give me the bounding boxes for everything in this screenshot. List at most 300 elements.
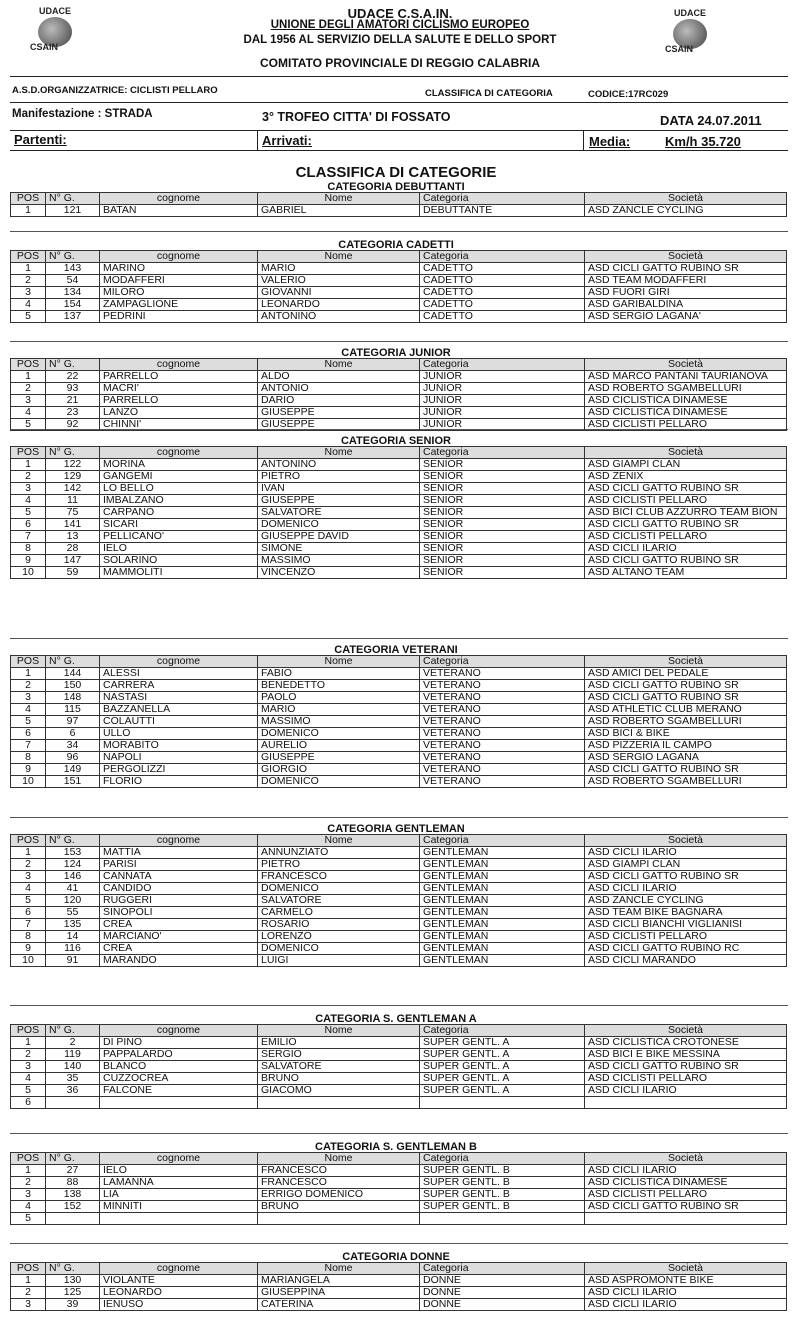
position-cell: 7 — [11, 919, 46, 931]
table-header-row — [11, 656, 787, 668]
surname-cell: PERGOLIZZI — [100, 764, 258, 776]
position-cell: 3 — [11, 287, 46, 299]
logo-text: UDACE — [673, 8, 706, 18]
position-cell: 4 — [11, 495, 46, 507]
column-header: N° G. — [46, 359, 100, 371]
column-header: Categoria — [420, 1153, 585, 1165]
team-cell: ASD CICLISTI PELLARO — [585, 419, 787, 431]
org-motto: DAL 1956 AL SERVIZIO DELLA SALUTE E DELLO SPORT — [243, 34, 557, 46]
position-cell: 6 — [11, 907, 46, 919]
table-header-row — [11, 1153, 787, 1165]
bib-number-cell: 152 — [46, 1201, 100, 1213]
category-cell: DEBUTTANTE — [420, 205, 585, 217]
column-header: Società — [585, 656, 787, 668]
column-header: POS — [11, 835, 46, 847]
position-cell: 10 — [11, 776, 46, 788]
table-row — [11, 1213, 787, 1225]
category-cell: GENTLEMAN — [420, 847, 585, 859]
bib-number-cell: 93 — [46, 383, 100, 395]
category-cell: DONNE — [420, 1275, 585, 1287]
bib-number-cell: 23 — [46, 407, 100, 419]
position-cell: 4 — [11, 1073, 46, 1085]
section-title: CATEGORIA DEBUTTANTI — [327, 181, 465, 193]
category-cell: GENTLEMAN — [420, 883, 585, 895]
firstname-cell: CATERINA — [258, 1299, 420, 1311]
firstname-cell — [258, 1213, 420, 1225]
firstname-cell: ROSARIO — [258, 919, 420, 931]
surname-cell: PAPPALARDO — [100, 1049, 258, 1061]
position-cell: 3 — [11, 692, 46, 704]
category-cell: SUPER GENTL. A — [420, 1049, 585, 1061]
table-row — [11, 1073, 787, 1085]
bib-number-cell: 75 — [46, 507, 100, 519]
column-header: N° G. — [46, 835, 100, 847]
table-header-row — [11, 1025, 787, 1037]
position-cell: 5 — [11, 311, 46, 323]
org-name: UDACE C.S.A.IN. — [347, 6, 453, 21]
category-cell: SENIOR — [420, 495, 585, 507]
position-cell: 2 — [11, 383, 46, 395]
category-cell: JUNIOR — [420, 395, 585, 407]
bib-number-cell: 150 — [46, 680, 100, 692]
surname-cell: BAZZANELLA — [100, 704, 258, 716]
table-row — [11, 567, 787, 579]
table-row — [11, 764, 787, 776]
firstname-cell: LUIGI — [258, 955, 420, 967]
position-cell: 5 — [11, 895, 46, 907]
bib-number-cell: 92 — [46, 419, 100, 431]
team-cell: ASD CICLI ILARIO — [585, 1287, 787, 1299]
surname-cell: MODAFFERI — [100, 275, 258, 287]
firstname-cell: DARIO — [258, 395, 420, 407]
bib-number-cell: 88 — [46, 1177, 100, 1189]
position-cell: 1 — [11, 1165, 46, 1177]
bib-number-cell: 120 — [46, 895, 100, 907]
firstname-cell: DOMENICO — [258, 728, 420, 740]
position-cell: 5 — [11, 419, 46, 431]
firstname-cell: GIUSEPPINA — [258, 1287, 420, 1299]
firstname-cell: ANTONINO — [258, 459, 420, 471]
bib-number-cell: 27 — [46, 1165, 100, 1177]
category-cell: JUNIOR — [420, 407, 585, 419]
surname-cell: ZAMPAGLIONE — [100, 299, 258, 311]
position-cell: 8 — [11, 752, 46, 764]
bib-number-cell: 148 — [46, 692, 100, 704]
table-row — [11, 955, 787, 967]
table-row — [11, 1287, 787, 1299]
column-header: Società — [585, 193, 787, 205]
table-header-row — [11, 1263, 787, 1275]
column-header: Categoria — [420, 447, 585, 459]
table-row — [11, 752, 787, 764]
team-cell: ASD CICLI BIANCHI VIGLIANISI — [585, 919, 787, 931]
column-header: cognome — [100, 251, 258, 263]
position-cell: 5 — [11, 1213, 46, 1225]
category-cell: SENIOR — [420, 555, 585, 567]
surname-cell: IENUSO — [100, 1299, 258, 1311]
position-cell: 10 — [11, 567, 46, 579]
firstname-cell: GIUSEPPE — [258, 419, 420, 431]
table-row — [11, 1299, 787, 1311]
position-cell: 7 — [11, 531, 46, 543]
firstname-cell: FRANCESCO — [258, 1165, 420, 1177]
category-cell: DONNE — [420, 1299, 585, 1311]
team-cell: ASD CICLISTI PELLARO — [585, 1189, 787, 1201]
team-cell: ASD ATHLETIC CLUB MERANO — [585, 704, 787, 716]
surname-cell: COLAUTTI — [100, 716, 258, 728]
surname-cell: GANGEMI — [100, 471, 258, 483]
team-cell: ASD ZENIX — [585, 471, 787, 483]
category-cell: GENTLEMAN — [420, 919, 585, 931]
team-cell: ASD CICLI GATTO RUBINO RC — [585, 943, 787, 955]
table-row — [11, 459, 787, 471]
firstname-cell: DOMENICO — [258, 943, 420, 955]
media-value: Km/h 35.720 — [665, 134, 741, 149]
team-cell: ASD CICLI GATTO RUBINO SR — [585, 483, 787, 495]
bib-number-cell: 138 — [46, 1189, 100, 1201]
table-row — [11, 1165, 787, 1177]
column-header: Categoria — [420, 1263, 585, 1275]
team-cell: ASD CICLI GATTO RUBINO SR — [585, 519, 787, 531]
table-row — [11, 943, 787, 955]
document-header — [0, 0, 792, 160]
team-cell: ASD CICLI ILARIO — [585, 1085, 787, 1097]
column-header: Categoria — [420, 193, 585, 205]
position-cell: 3 — [11, 1299, 46, 1311]
bib-number-cell: 11 — [46, 495, 100, 507]
section-divider — [10, 1133, 788, 1134]
firstname-cell: DOMENICO — [258, 883, 420, 895]
table-row — [11, 1097, 787, 1109]
surname-cell — [100, 1213, 258, 1225]
category-cell: VETERANO — [420, 752, 585, 764]
event-title: 3° TROFEO CITTA' DI FOSSATO — [262, 110, 451, 124]
bib-number-cell: 130 — [46, 1275, 100, 1287]
table-row — [11, 407, 787, 419]
column-header: Nome — [258, 447, 420, 459]
results-table — [10, 1024, 787, 1109]
column-header: POS — [11, 193, 46, 205]
team-cell: ASD CICLISTI PELLARO — [585, 495, 787, 507]
column-header: N° G. — [46, 193, 100, 205]
category-cell: VETERANO — [420, 764, 585, 776]
category-cell: SUPER GENTL. A — [420, 1061, 585, 1073]
surname-cell: CANNATA — [100, 871, 258, 883]
firstname-cell: AURELIO — [258, 740, 420, 752]
table-header-row — [11, 251, 787, 263]
bib-number-cell: 135 — [46, 919, 100, 931]
surname-cell: SINOPOLI — [100, 907, 258, 919]
column-header: Nome — [258, 359, 420, 371]
team-cell: ASD ROBERTO SGAMBELLURI — [585, 776, 787, 788]
team-cell: ASD CICLI MARANDO — [585, 955, 787, 967]
firstname-cell: GIUSEPPE DAVID — [258, 531, 420, 543]
position-cell: 4 — [11, 1201, 46, 1213]
surname-cell: CREA — [100, 943, 258, 955]
surname-cell: ALESSI — [100, 668, 258, 680]
category-cell: GENTLEMAN — [420, 943, 585, 955]
category-cell: CADETTO — [420, 275, 585, 287]
bib-number-cell: 124 — [46, 859, 100, 871]
team-cell: ASD ALTANO TEAM — [585, 567, 787, 579]
category-cell: JUNIOR — [420, 419, 585, 431]
category-cell: SENIOR — [420, 531, 585, 543]
results-table — [10, 250, 787, 323]
table-row — [11, 907, 787, 919]
divider — [10, 150, 788, 151]
team-cell: ASD FUORI GIRI — [585, 287, 787, 299]
bib-number-cell: 151 — [46, 776, 100, 788]
column-header: Società — [585, 835, 787, 847]
surname-cell: PELLICANO' — [100, 531, 258, 543]
surname-cell: BATAN — [100, 205, 258, 217]
team-cell: ASD TEAM BIKE BAGNARA — [585, 907, 787, 919]
surname-cell: FALCONE — [100, 1085, 258, 1097]
section-title: CATEGORIA JUNIOR — [341, 347, 451, 359]
team-cell: ASD CICLI GATTO RUBINO SR — [585, 1061, 787, 1073]
team-cell: ASD AMICI DEL PEDALE — [585, 668, 787, 680]
column-header: cognome — [100, 447, 258, 459]
divider — [257, 130, 258, 150]
team-cell: ASD CICLI GATTO RUBINO SR — [585, 263, 787, 275]
firstname-cell: DOMENICO — [258, 776, 420, 788]
position-cell: 6 — [11, 728, 46, 740]
section-title: CATEGORIA S. GENTLEMAN A — [315, 1013, 477, 1025]
table-row — [11, 1085, 787, 1097]
bib-number-cell: 97 — [46, 716, 100, 728]
surname-cell: IMBALZANO — [100, 495, 258, 507]
column-header: Categoria — [420, 1025, 585, 1037]
column-header: Nome — [258, 656, 420, 668]
table-header-row — [11, 193, 787, 205]
table-row — [11, 871, 787, 883]
column-header: cognome — [100, 835, 258, 847]
event-date: DATA 24.07.2011 — [660, 113, 762, 128]
surname-cell: LANZO — [100, 407, 258, 419]
org-fullname: UNIONE DEGLI AMATORI CICLISMO EUROPEO — [270, 19, 530, 31]
team-cell: ASD GIAMPI CLAN — [585, 859, 787, 871]
team-cell: ASD TEAM MODAFFERI — [585, 275, 787, 287]
surname-cell: PARRELLO — [100, 395, 258, 407]
bib-number-cell: 116 — [46, 943, 100, 955]
surname-cell: MILORO — [100, 287, 258, 299]
table-row — [11, 419, 787, 431]
logo-subtext: CSAIN — [665, 44, 694, 54]
column-header: N° G. — [46, 1025, 100, 1037]
table-row — [11, 371, 787, 383]
category-cell: SUPER GENTL. B — [420, 1201, 585, 1213]
position-cell: 4 — [11, 883, 46, 895]
table-row — [11, 263, 787, 275]
bib-number-cell: 22 — [46, 371, 100, 383]
firstname-cell: GIUSEPPE — [258, 495, 420, 507]
team-cell — [585, 1097, 787, 1109]
column-header: Società — [585, 447, 787, 459]
column-header: Nome — [258, 1153, 420, 1165]
team-cell: ASD ROBERTO SGAMBELLURI — [585, 716, 787, 728]
position-cell: 2 — [11, 859, 46, 871]
firstname-cell: ALDO — [258, 371, 420, 383]
firstname-cell: GIUSEPPE — [258, 407, 420, 419]
firstname-cell: SALVATORE — [258, 895, 420, 907]
position-cell: 1 — [11, 847, 46, 859]
column-header: N° G. — [46, 251, 100, 263]
position-cell: 1 — [11, 1275, 46, 1287]
category-cell: GENTLEMAN — [420, 859, 585, 871]
column-header: cognome — [100, 1025, 258, 1037]
divider — [10, 130, 788, 131]
position-cell: 9 — [11, 555, 46, 567]
surname-cell: CARPANO — [100, 507, 258, 519]
organizer: A.S.D.ORGANIZZATRICE: CICLISTI PELLARO — [12, 85, 218, 96]
category-cell: DONNE — [420, 1287, 585, 1299]
team-cell: ASD BICI E BIKE MESSINA — [585, 1049, 787, 1061]
table-row — [11, 299, 787, 311]
position-cell: 6 — [11, 519, 46, 531]
column-header: cognome — [100, 1153, 258, 1165]
firstname-cell: EMILIO — [258, 1037, 420, 1049]
table-row — [11, 1189, 787, 1201]
table-header-row — [11, 835, 787, 847]
table-row — [11, 287, 787, 299]
table-row — [11, 859, 787, 871]
position-cell: 8 — [11, 931, 46, 943]
udace-logo-right — [655, 8, 725, 58]
firstname-cell: PAOLO — [258, 692, 420, 704]
bib-number-cell: 142 — [46, 483, 100, 495]
results-table — [10, 358, 787, 431]
firstname-cell: ANTONIO — [258, 383, 420, 395]
category-cell: VETERANO — [420, 776, 585, 788]
bib-number-cell: 55 — [46, 907, 100, 919]
partenti-label: Partenti: — [14, 132, 67, 147]
column-header: N° G. — [46, 1263, 100, 1275]
surname-cell: CANDIDO — [100, 883, 258, 895]
firstname-cell: GIUSEPPE — [258, 752, 420, 764]
column-header: Categoria — [420, 359, 585, 371]
bib-number-cell — [46, 1097, 100, 1109]
surname-cell: DI PINO — [100, 1037, 258, 1049]
bib-number-cell: 144 — [46, 668, 100, 680]
team-cell: ASD CICLISTI PELLARO — [585, 531, 787, 543]
results-table — [10, 1152, 787, 1225]
column-header: Nome — [258, 835, 420, 847]
section-divider — [10, 341, 788, 342]
team-cell: ASD ZANCLE CYCLING — [585, 205, 787, 217]
table-row — [11, 704, 787, 716]
firstname-cell: IVAN — [258, 483, 420, 495]
category-cell: VETERANO — [420, 740, 585, 752]
firstname-cell: LEONARDO — [258, 299, 420, 311]
media-label: Media: — [589, 134, 631, 149]
surname-cell: SICARI — [100, 519, 258, 531]
divider — [10, 102, 788, 103]
category-cell: JUNIOR — [420, 371, 585, 383]
classifica-label: CLASSIFICA DI CATEGORIA — [425, 88, 553, 99]
category-cell: CADETTO — [420, 299, 585, 311]
category-cell: SUPER GENTL. B — [420, 1189, 585, 1201]
category-cell: CADETTO — [420, 287, 585, 299]
position-cell: 5 — [11, 507, 46, 519]
bib-number-cell: 28 — [46, 543, 100, 555]
position-cell: 2 — [11, 1177, 46, 1189]
section-title: CATEGORIA SENIOR — [340, 435, 451, 447]
column-header: POS — [11, 656, 46, 668]
category-cell: SUPER GENTL. B — [420, 1165, 585, 1177]
bib-number-cell: 36 — [46, 1085, 100, 1097]
bib-number-cell: 125 — [46, 1287, 100, 1299]
surname-cell: CARRERA — [100, 680, 258, 692]
surname-cell: CUZZOCREA — [100, 1073, 258, 1085]
firstname-cell: GIACOMO — [258, 1085, 420, 1097]
team-cell: ASD SERGIO LAGANA — [585, 752, 787, 764]
table-row — [11, 483, 787, 495]
column-header: Società — [585, 1153, 787, 1165]
position-cell: 2 — [11, 275, 46, 287]
firstname-cell: PIETRO — [258, 471, 420, 483]
column-header: Società — [585, 251, 787, 263]
table-row — [11, 776, 787, 788]
firstname-cell: GIORGIO — [258, 764, 420, 776]
category-cell: VETERANO — [420, 680, 585, 692]
surname-cell: CHINNI' — [100, 419, 258, 431]
team-cell: ASD BICI CLUB AZZURRO TEAM BION — [585, 507, 787, 519]
category-cell: GENTLEMAN — [420, 907, 585, 919]
firstname-cell: BRUNO — [258, 1073, 420, 1085]
arrivati-label: Arrivati: — [262, 133, 312, 148]
position-cell: 4 — [11, 704, 46, 716]
divider — [10, 76, 788, 77]
table-row — [11, 1177, 787, 1189]
firstname-cell: PIETRO — [258, 859, 420, 871]
surname-cell: BLANCO — [100, 1061, 258, 1073]
surname-cell — [100, 1097, 258, 1109]
table-row — [11, 383, 787, 395]
bib-number-cell: 149 — [46, 764, 100, 776]
firstname-cell: FABIO — [258, 668, 420, 680]
surname-cell: MARINO — [100, 263, 258, 275]
bib-number-cell: 14 — [46, 931, 100, 943]
firstname-cell: SALVATORE — [258, 507, 420, 519]
section-divider — [10, 231, 788, 232]
firstname-cell: GABRIEL — [258, 205, 420, 217]
firstname-cell: MARIO — [258, 704, 420, 716]
column-header: POS — [11, 1153, 46, 1165]
team-cell: ASD PIZZERIA IL CAMPO — [585, 740, 787, 752]
team-cell: ASD CICLISTICA DINAMESE — [585, 1177, 787, 1189]
position-cell: 5 — [11, 1085, 46, 1097]
surname-cell: PARISI — [100, 859, 258, 871]
section-divider — [10, 817, 788, 818]
section-divider — [10, 1243, 788, 1244]
bib-number-cell: 121 — [46, 205, 100, 217]
firstname-cell: VALERIO — [258, 275, 420, 287]
table-row — [11, 311, 787, 323]
position-cell: 1 — [11, 668, 46, 680]
surname-cell: IELO — [100, 543, 258, 555]
results-table — [10, 834, 787, 967]
firstname-cell: MARIANGELA — [258, 1275, 420, 1287]
bib-number-cell: 153 — [46, 847, 100, 859]
table-row — [11, 555, 787, 567]
bib-number-cell: 2 — [46, 1037, 100, 1049]
category-cell: VETERANO — [420, 716, 585, 728]
firstname-cell: MASSIMO — [258, 716, 420, 728]
logo-text: UDACE — [38, 6, 71, 16]
position-cell: 10 — [11, 955, 46, 967]
section-divider — [10, 638, 788, 639]
team-cell: ASD BICI & BIKE — [585, 728, 787, 740]
